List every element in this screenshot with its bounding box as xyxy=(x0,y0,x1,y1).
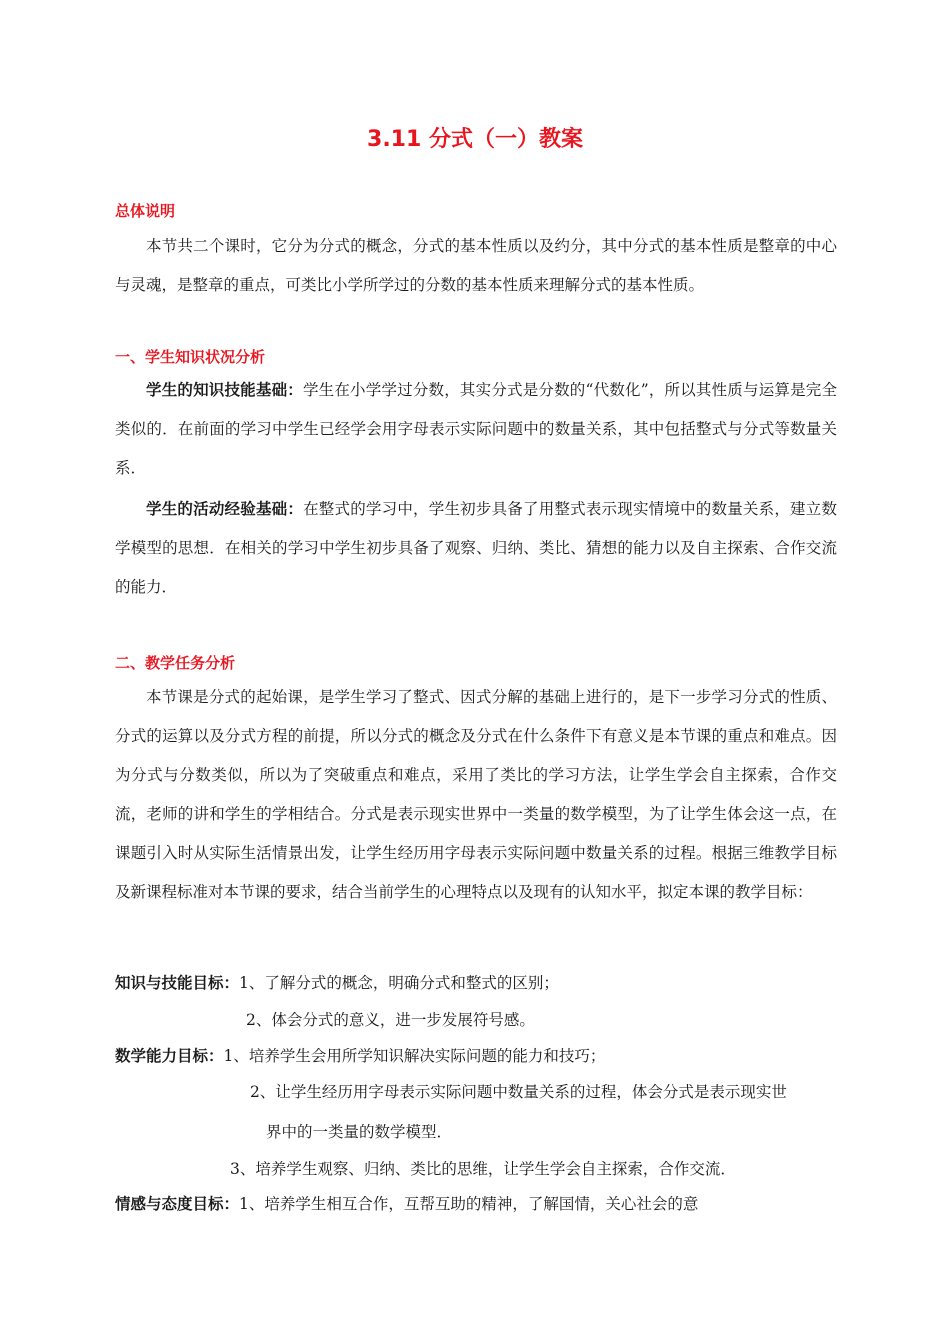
goal-knowledge-label: 知识与技能目标： xyxy=(115,974,240,992)
student-activity-paragraph xyxy=(115,490,837,607)
heading-task-analysis: 二、教学任务分析 xyxy=(115,654,236,672)
student-knowledge-text: 学生在小学学过分数，其实分式是分数的“代数化”，所以其性质与运算是完全类似的．在前面的学习中学生已经学会用字母表示实际问题中的数量关系，其中包括整式与分式等数量关系． xyxy=(115,381,837,477)
student-activity-text: 在整式的学习中，学生初步具备了用整式表示现实情境中的数量关系，建立数学模型的思想．在相关的学习中学生初步具备了观察、归纳、类比、猜想的能力以及自主探索、合作交流的能力． xyxy=(115,500,837,596)
heading-overview: 总体说明 xyxy=(115,202,176,220)
goal-knowledge-line-1 xyxy=(115,971,559,993)
goal-attitude-line-1 xyxy=(115,1192,698,1214)
goal-attitude-label: 情感与态度目标： xyxy=(115,1195,240,1213)
student-knowledge-lead: 学生的知识技能基础： xyxy=(146,381,303,399)
goal-math-line-1 xyxy=(115,1044,605,1066)
goal-attitude-item-1: 1、培养学生相互合作，互帮互助的精神，了解国情，关心社会的意 xyxy=(239,1195,699,1213)
goal-math-item-2b: 界中的一类量的数学模型． xyxy=(266,1123,453,1141)
goal-knowledge-item-2: 2、体会分式的意义，进一步发展符号感。 xyxy=(246,1011,535,1029)
goal-math-item-2a: 2、让学生经历用字母表示实际问题中数量关系的过程，体会分式是表示现实世 xyxy=(250,1083,787,1101)
goal-math-item-1: 1、培养学生会用所学知识解决实际问题的能力和技巧； xyxy=(223,1047,606,1065)
heading-student-analysis: 一、学生知识状况分析 xyxy=(115,348,266,366)
task-analysis-paragraph: 本节课是分式的起始课，是学生学习了整式、因式分解的基础上进行的，是下一步学习分式的性质、分式的运算以及分式方程的前提，所以分式的概念及分式在什么条件下有意义是本节课的重点和难点。因为分式与分数类似，所以为了突破重点和难点，采用了类比的学习方法，让学生学会自主探索，合作交流，老师的讲和学生的学相结合。分式是表示现实世界中一类量的数学模型，为了让学生体会这一点，在课题引入时从实际生活情景出发，让学生经历用字母表示实际问题中数量关系的过程。根据三维教学目标及新课程标准对本节课的要求，结合当前学生的心理特点以及现有的认知水平，拟定本课的教学目标： xyxy=(115,688,837,901)
student-knowledge-paragraph xyxy=(115,371,837,488)
page-title: 3.11 分式（一）教案 xyxy=(367,127,583,152)
overview-paragraph: 本节共二个课时，它分为分式的概念，分式的基本性质以及约分，其中分式的基本性质是整章的中心与灵魂，是整章的重点，可类比小学所学过的分数的基本性质来理解分式的基本性质。 xyxy=(115,237,837,294)
goal-math-item-3: 3、培养学生观察、归纳、类比的思维，让学生学会自主探索，合作交流． xyxy=(230,1160,736,1178)
goal-math-label: 数学能力目标： xyxy=(115,1047,224,1065)
student-activity-lead: 学生的活动经验基础： xyxy=(146,500,304,518)
goal-knowledge-item-1: 1、了解分式的概念，明确分式和整式的区别； xyxy=(239,974,559,992)
